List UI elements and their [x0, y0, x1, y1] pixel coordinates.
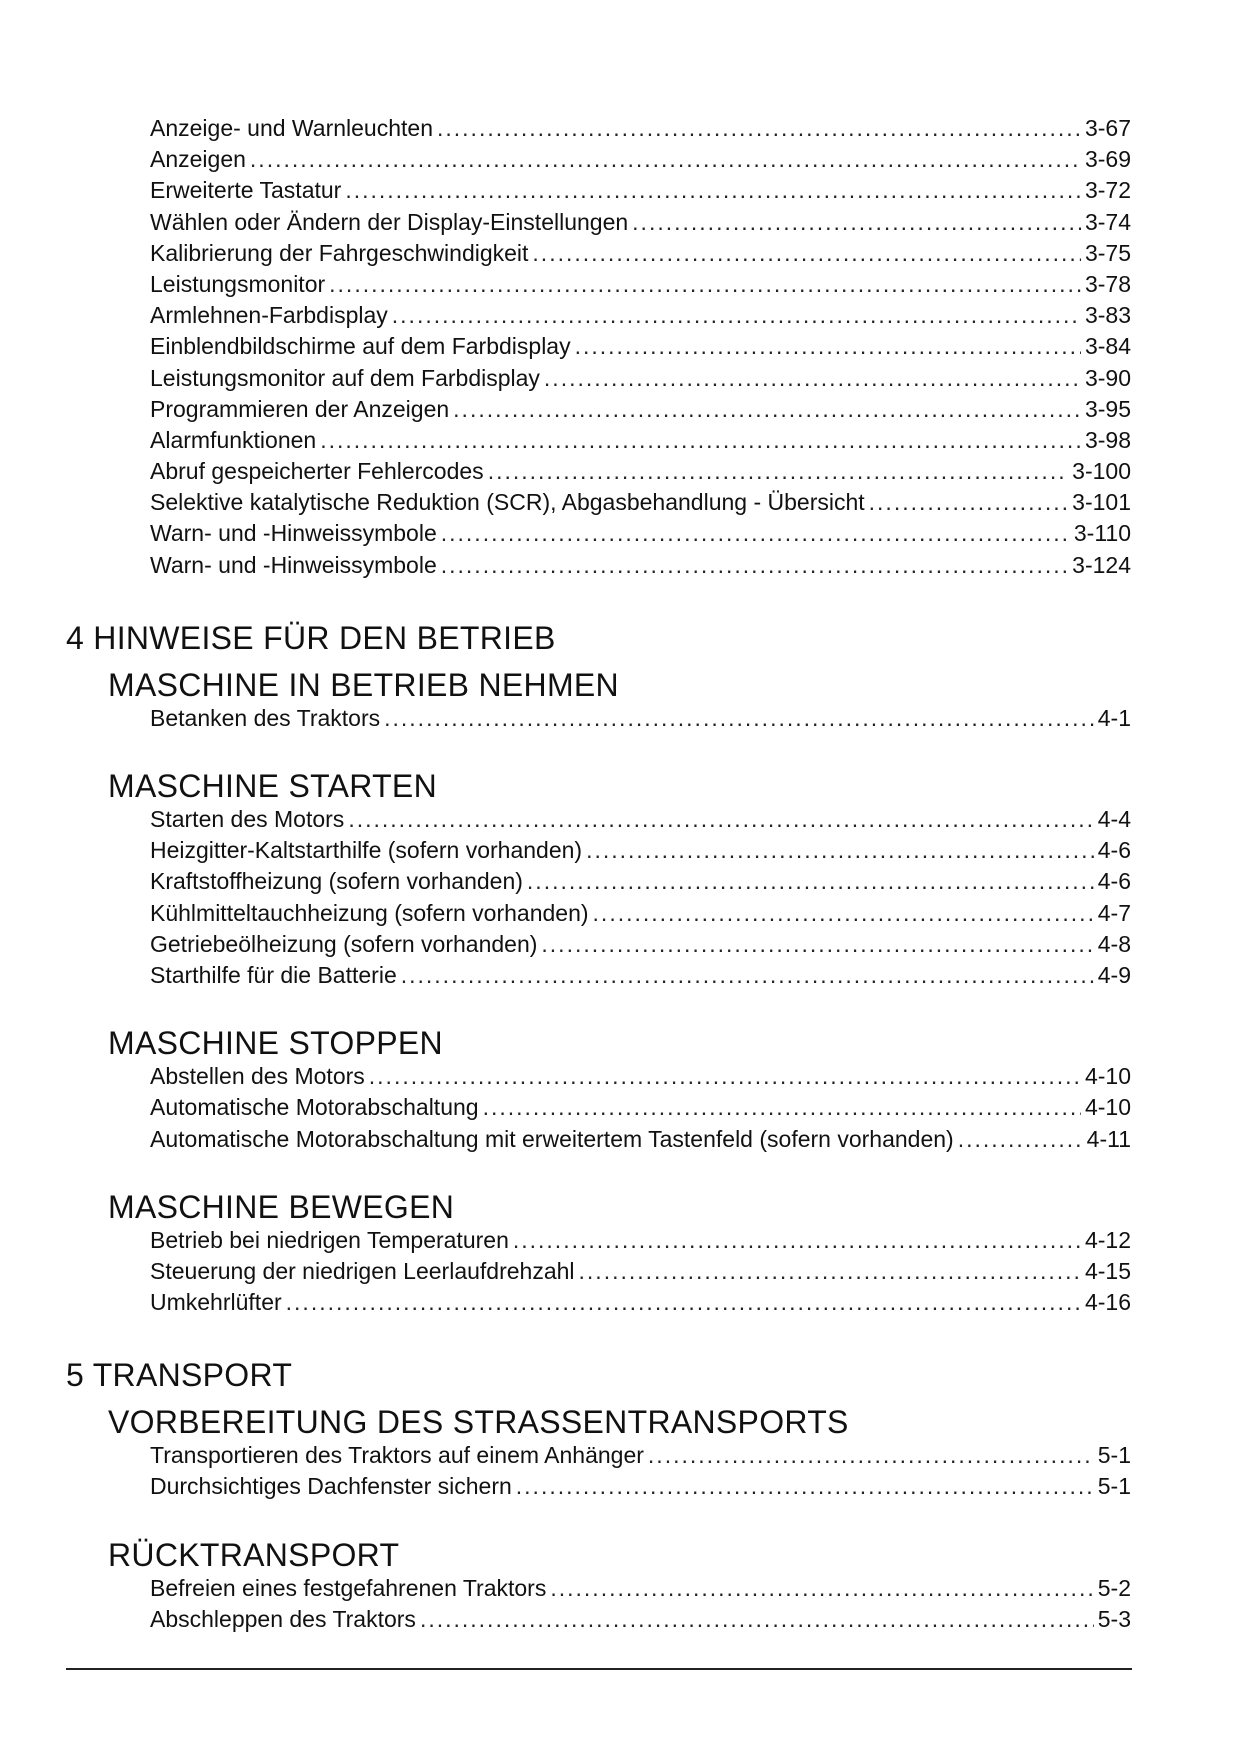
toc-entry-page: 4-15 [1084, 1257, 1131, 1284]
toc-entry-title: Leistungsmonitor auf dem Farbdisplay [150, 364, 540, 391]
leader-dots [250, 144, 1081, 175]
toc-entry-page: 5-3 [1097, 1605, 1131, 1632]
toc-entry-page: 3-100 [1072, 458, 1131, 485]
toc-entry-page: 4-10 [1084, 1094, 1131, 1121]
toc-entry[interactable] [150, 1256, 1131, 1287]
toc-entry-page: 4-6 [1097, 837, 1131, 864]
toc-entry[interactable] [150, 1061, 1131, 1092]
toc-entry-page: 3-83 [1084, 302, 1131, 329]
leader-dots [544, 363, 1081, 394]
toc-entry-page: 5-1 [1097, 1473, 1131, 1500]
toc-entry-title: Starthilfe für die Batterie [150, 961, 397, 988]
toc-entry[interactable] [150, 550, 1131, 581]
toc-entry[interactable] [150, 1124, 1131, 1155]
toc-entry-title: Kraftstoffheizung (sofern vorhanden) [150, 868, 523, 895]
toc-entry-title: Leistungsmonitor [150, 270, 326, 297]
toc-entry-title: Warn- und -Hinweissymbole [150, 551, 437, 578]
toc-entry-title: Betanken des Traktors [150, 704, 381, 731]
toc-entry-title: Wählen oder Ändern der Display-Einstellungen [150, 208, 629, 235]
toc-entry-title: Kalibrierung der Fahrgeschwindigkeit [150, 239, 529, 266]
toc-entry-title: Betrieb bei niedrigen Temperaturen [150, 1226, 509, 1253]
toc-entry[interactable] [150, 804, 1131, 835]
toc-entry-page: 3-101 [1072, 489, 1131, 516]
toc-entry[interactable] [150, 960, 1131, 991]
leader-dots [541, 929, 1093, 960]
toc-entry-page: 4-1 [1097, 704, 1131, 731]
toc-entry[interactable] [150, 1225, 1131, 1256]
leader-dots [532, 238, 1081, 269]
toc-entry[interactable] [150, 394, 1131, 425]
leader-dots [632, 207, 1081, 238]
toc-entry-title: Befreien eines festgefahrenen Traktors [150, 1574, 547, 1601]
toc-entry-title: Selektive katalytische Reduktion (SCR), Abgasbehandlung - Übersicht [150, 489, 865, 516]
leader-dots [453, 394, 1081, 425]
toc-entry-title: Abruf gespeicherter Fehlercodes [150, 458, 484, 485]
leader-dots [420, 1604, 1094, 1635]
leader-dots [593, 898, 1094, 929]
toc-entry-page: 3-69 [1084, 146, 1131, 173]
toc-entry-title: Starten des Motors [150, 806, 345, 832]
leader-dots [527, 866, 1094, 897]
toc-entry-page: 4-12 [1084, 1226, 1131, 1253]
toc-entry[interactable] [150, 238, 1131, 269]
toc-entry-page: 4-9 [1097, 961, 1131, 988]
leader-dots [392, 300, 1081, 331]
toc-entry-page: 3-75 [1084, 239, 1131, 266]
toc-entry-title: Armlehnen-Farbdisplay [150, 302, 388, 329]
toc-entry-title: Automatische Motorabschaltung [150, 1094, 479, 1121]
leader-dots [401, 960, 1094, 991]
toc-entry[interactable] [150, 1287, 1131, 1318]
toc-entry-page: 4-7 [1097, 899, 1131, 926]
toc-entry-page: 4-8 [1097, 930, 1131, 957]
toc-entry-page: 3-78 [1084, 270, 1131, 297]
toc-entry[interactable] [150, 929, 1131, 960]
leader-dots [345, 175, 1081, 206]
toc-entry-title: Anzeige- und Warnleuchten [150, 115, 433, 141]
section-heading: VORBEREITUNG DES STRASSENTRANSPORTS [108, 1404, 849, 1441]
toc-entry[interactable] [150, 866, 1131, 897]
toc-entry[interactable] [150, 144, 1131, 175]
leader-dots [550, 1573, 1093, 1604]
leader-dots [869, 487, 1069, 518]
toc-entry-title: Erweiterte Tastatur [150, 177, 342, 204]
toc-entry[interactable] [150, 487, 1131, 518]
toc-entry[interactable] [150, 1604, 1131, 1635]
toc-entry-page: 3-124 [1072, 551, 1131, 578]
leader-dots [958, 1124, 1083, 1155]
toc-entry-title: Anzeigen [150, 146, 246, 173]
toc-entry-page: 4-16 [1084, 1289, 1131, 1316]
toc-entry[interactable] [150, 456, 1131, 487]
toc-entry[interactable] [150, 113, 1131, 144]
toc-entry-title: Heizgitter-Kaltstarthilfe (sofern vorhanden) [150, 837, 583, 864]
footer-divider [66, 1668, 1132, 1670]
toc-entry[interactable] [150, 363, 1131, 394]
toc-entry[interactable] [150, 269, 1131, 300]
toc-entry-title: Kühlmitteltauchheizung (sofern vorhanden) [150, 899, 589, 926]
toc-entry[interactable] [150, 1092, 1131, 1123]
section-heading: MASCHINE STOPPEN [108, 1025, 443, 1062]
leader-dots [384, 703, 1094, 734]
toc-entry[interactable] [150, 175, 1131, 206]
toc-entry-page: 5-1 [1097, 1442, 1131, 1469]
table-of-contents [66, 113, 1131, 1635]
leader-dots [516, 1471, 1094, 1502]
toc-entry-title: Durchsichtiges Dachfenster sichern [150, 1473, 512, 1500]
toc-entry-page: 3-90 [1084, 364, 1131, 391]
toc-entry[interactable] [150, 835, 1131, 866]
toc-entry[interactable] [150, 207, 1131, 238]
toc-entry-page: 5-2 [1097, 1574, 1131, 1601]
toc-entry-title: Programmieren der Anzeigen [150, 395, 450, 422]
leader-dots [441, 550, 1068, 581]
toc-entry-page: 4-11 [1086, 1125, 1131, 1152]
toc-entry[interactable] [150, 1471, 1131, 1502]
leader-dots [579, 1256, 1081, 1287]
toc-entry[interactable] [150, 425, 1131, 456]
toc-entry[interactable] [150, 703, 1131, 734]
leader-dots [437, 113, 1081, 144]
leader-dots [441, 518, 1070, 549]
section-heading: MASCHINE STARTEN [108, 768, 437, 804]
toc-entry-page: 3-84 [1084, 333, 1131, 360]
toc-entry[interactable] [150, 1573, 1131, 1604]
toc-entry-page: 3-95 [1084, 395, 1131, 422]
chapter-heading: 5 TRANSPORT [66, 1357, 293, 1394]
toc-entry-page: 3-74 [1084, 208, 1131, 235]
leader-dots [575, 331, 1081, 362]
leader-dots [286, 1287, 1081, 1318]
leader-dots [369, 1061, 1081, 1092]
toc-entry[interactable] [150, 898, 1131, 929]
section-heading: MASCHINE BEWEGEN [108, 1188, 455, 1225]
toc-entry-page: 4-10 [1084, 1063, 1131, 1090]
toc-entry-title: Warn- und -Hinweissymbole [150, 520, 437, 547]
chapter-heading: 4 HINWEISE FÜR DEN BETRIEB [66, 619, 556, 656]
continued-entry-list [66, 113, 1131, 581]
leader-dots [483, 1092, 1081, 1123]
toc-entry-page: 4-6 [1097, 868, 1131, 895]
toc-entry[interactable] [150, 1440, 1131, 1471]
leader-dots [348, 804, 1093, 835]
leader-dots [488, 456, 1068, 487]
toc-entry-page: 4-4 [1097, 806, 1131, 832]
leader-dots [648, 1440, 1094, 1471]
toc-entry-page: 3-67 [1084, 115, 1131, 141]
toc-entry-title: Abstellen des Motors [150, 1063, 365, 1090]
leader-dots [320, 425, 1081, 456]
toc-entry-title: Abschleppen des Traktors [150, 1605, 416, 1632]
toc-entry-title: Automatische Motorabschaltung mit erweitertem Tastenfeld (sofern vorhanden) [150, 1125, 954, 1152]
leader-dots [329, 269, 1081, 300]
toc-entry-page: 3-110 [1073, 520, 1131, 547]
toc-entry-title: Getriebeölheizung (sofern vorhanden) [150, 930, 538, 957]
section-heading: MASCHINE IN BETRIEB NEHMEN [108, 666, 619, 703]
section-heading: RÜCKTRANSPORT [108, 1536, 400, 1573]
toc-entry-page: 3-72 [1084, 177, 1131, 204]
toc-entry[interactable] [150, 300, 1131, 331]
leader-dots [586, 835, 1094, 866]
leader-dots [513, 1225, 1081, 1256]
toc-entry-title: Alarmfunktionen [150, 426, 317, 453]
toc-entry-title: Einblendbildschirme auf dem Farbdisplay [150, 333, 571, 360]
toc-entry-page: 3-98 [1084, 426, 1131, 453]
toc-entry-title: Transportieren des Traktors auf einem Anhänger [150, 1442, 644, 1469]
toc-entry-title: Umkehrlüfter [150, 1289, 282, 1316]
toc-entry-title: Steuerung der niedrigen Leerlaufdrehzahl [150, 1257, 575, 1284]
toc-entry[interactable] [150, 331, 1131, 362]
toc-entry[interactable] [150, 518, 1131, 549]
